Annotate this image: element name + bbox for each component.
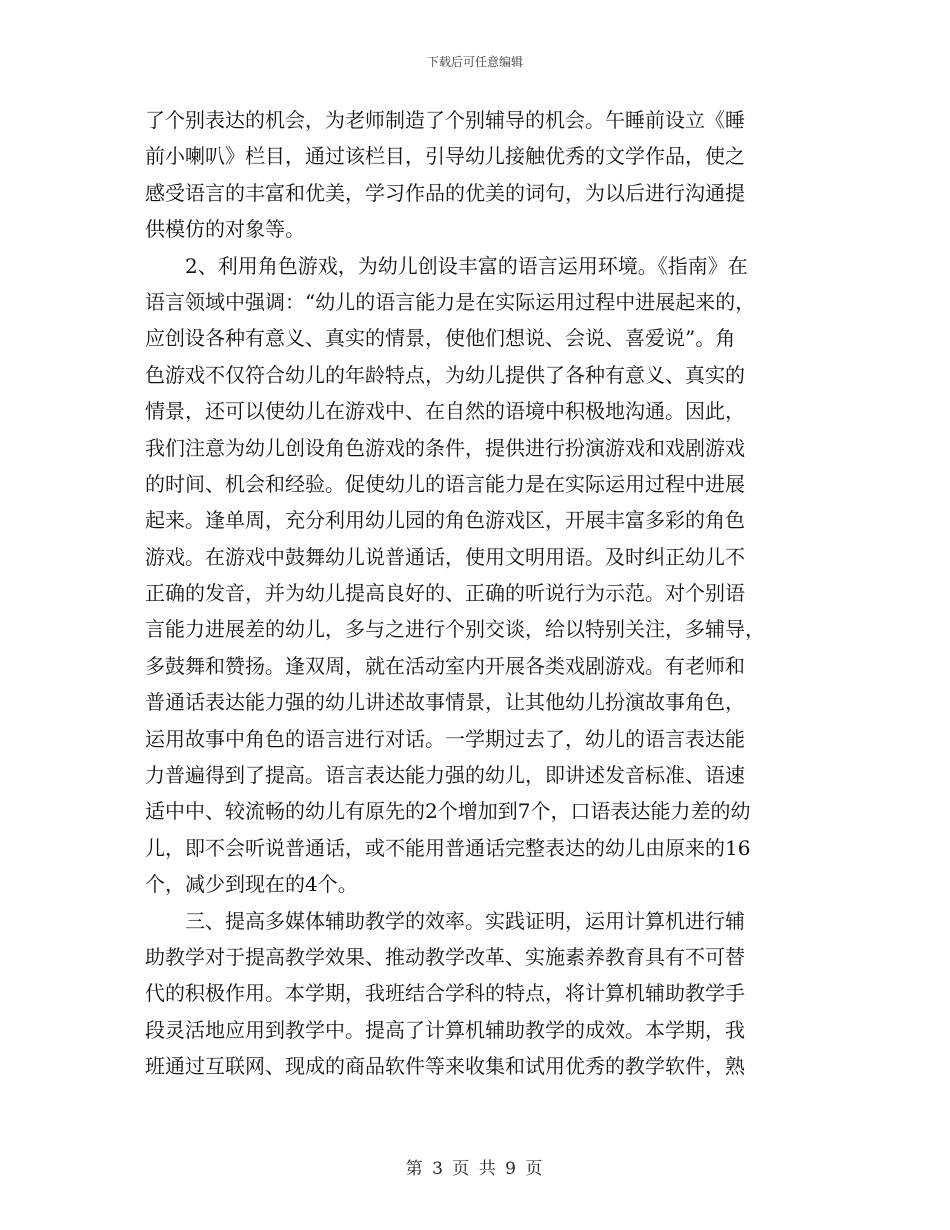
text-line: 力普遍得到了提高。语言表达能力强的幼儿，即讲述发音标准、语速 [145,763,745,788]
text-line: 色游戏不仅符合幼儿的年龄特点，为幼儿提供了各种有意义、真实的 [145,362,745,387]
text-line: 言能力进展差的幼儿，多与之进行个别交谈，给以特别关注，多辅导， [145,617,765,642]
text-line: 前小喇叭》栏目，通过该栏目，引导幼儿接触优秀的文学作品，使之 [145,144,745,169]
page-footer: 第 3 页 共 9 页 [405,1159,545,1179]
text-line: 儿，即不会听说普通话，或不能用普通话完整表达的幼儿由原来的16 [145,835,751,860]
text-line: 多鼓舞和赞扬。逢双周，就在活动室内开展各类戏剧游戏。有老师和 [145,653,745,678]
text-line: 运用故事中角色的语言进行对话。一学期过去了，幼儿的语言表达能 [145,726,745,751]
text-line: 情景，还可以使幼儿在游戏中、在自然的语境中积极地沟通。因此， [145,399,745,424]
text-line: 我们注意为幼儿创设角色游戏的条件，提供进行扮演游戏和戏剧游戏 [145,435,745,460]
text-line: 了个别表达的机会，为老师制造了个别辅导的机会。午睡前设立《睡 [145,108,745,132]
text-line: 正确的发音，并为幼儿提高良好的、正确的听说行为示范。对个别语 [145,581,745,606]
text-line: 三、提高多媒体辅助教学的效率。实践证明，运用计算机进行辅 [145,908,745,933]
page-header: 下载后可任意编辑 [426,55,523,69]
body-text [145,102,805,1085]
text-line: 助教学对于提高教学效果、推动教学改革、实施素养教育具有不可替 [145,944,745,969]
text-line: 起来。逢单周，充分利用幼儿园的角色游戏区，开展丰富多彩的角色 [145,508,745,533]
text-line: 供模仿的对象等。 [145,217,305,242]
text-line: 班通过互联网、现成的商品软件等来收集和试用优秀的教学软件，熟 [145,1054,745,1079]
text-line: 游戏。在游戏中鼓舞幼儿说普通话，使用文明用语。及时纠正幼儿不 [145,544,745,569]
text-line: 适中中、较流畅的幼儿有原先的2个增加到7个，口语表达能力差的幼 [145,799,751,824]
text-line: 的时间、机会和经验。促使幼儿的语言能力是在实际运用过程中进展 [145,471,745,496]
text-line: 语言领域中强调：“幼儿的语言能力是在实际运用过程中进展起来的， [145,289,756,314]
text-line: 段灵活地应用到教学中。提高了计算机辅助教学的成效。本学期，我 [145,1017,745,1042]
text-line: 普通话表达能力强的幼儿讲述故事情景，让其他幼儿扮演故事角色， [145,690,745,715]
text-line: 代的积极作用。本学期，我班结合学科的特点，将计算机辅助教学手 [145,981,745,1006]
text-line: 2、利用角色游戏，为幼儿创设丰富的语言运用环境。《指南》在 [145,253,748,278]
text-line: 感受语言的丰富和优美，学习作品的优美的词句，为以后进行沟通提 [145,180,745,205]
text-line: 应创设各种有意义、真实的情景，使他们想说、会说、喜爱说”。角 [145,326,736,351]
text-line: 个，减少到现在的4个。 [145,872,358,897]
